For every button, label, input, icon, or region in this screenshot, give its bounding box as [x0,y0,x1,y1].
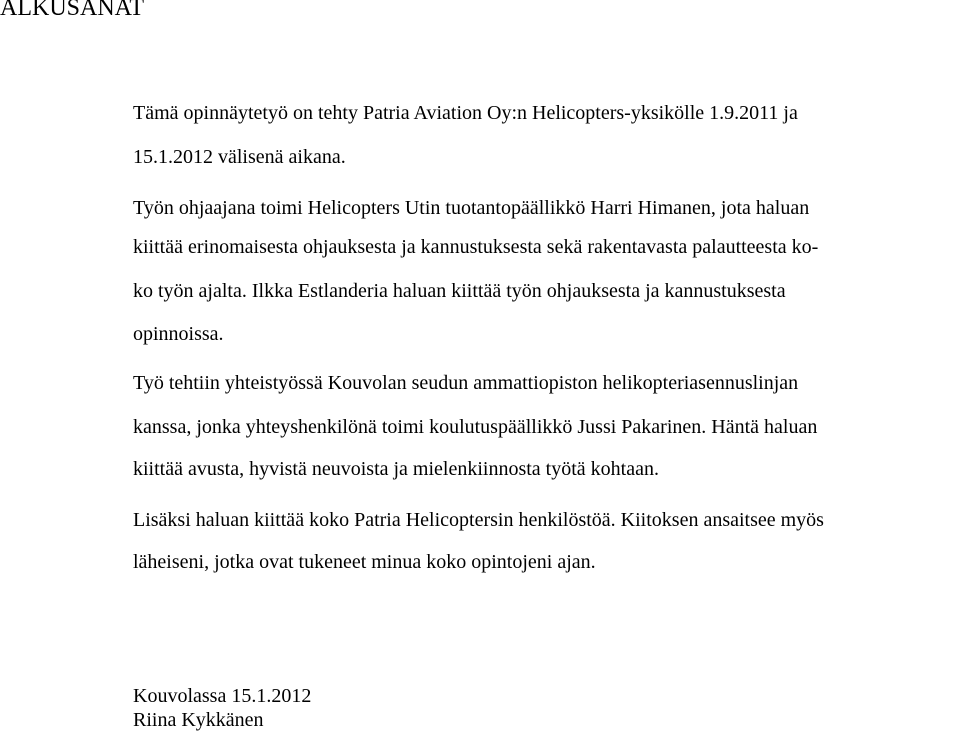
author-name: Riina Kykkänen [133,709,264,731]
paragraph-2-line-1: Työn ohjaajana toimi Helicopters Utin tuotantopäällikkö Harri Himanen, jota haluan [133,197,810,219]
paragraph-3-line-1: Työ tehtiin yhteistyössä Kouvolan seudun ammattiopiston helikopteriasennuslinjan [133,372,799,394]
paragraph-2-line-2: kiittää erinomaisesta ohjauksesta ja kannustuksesta sekä rakentavasta palautteesta ko- [133,236,819,258]
paragraph-2-line-3: ko työn ajalta. Ilkka Estlanderia haluan kiittää työn ohjauksesta ja kannustuksesta [133,280,786,302]
paragraph-1-line-1: Tämä opinnäytetyö on tehty Patria Aviation Oy:n Helicopters-yksikölle 1.9.2011 ja [133,102,798,124]
paragraph-1-line-2: 15.1.2012 välisenä aikana. [133,146,346,168]
section-heading: ALKUSANAT [0,0,144,21]
paragraph-3-line-2: kanssa, jonka yhteyshenkilönä toimi koulutuspäällikkö Jussi Pakarinen. Häntä haluan [133,416,818,438]
place-date: Kouvolassa 15.1.2012 [133,685,312,707]
paragraph-4-line-1: Lisäksi haluan kiittää koko Patria Helicoptersin henkilöstöä. Kiitoksen ansaitsee myös [133,509,824,531]
paragraph-2-line-4: opinnoissa. [133,323,224,345]
paragraph-3-line-3: kiittää avusta, hyvistä neuvoista ja mielenkiinnosta työtä kohtaan. [133,458,659,480]
paragraph-4-line-2: läheiseni, jotka ovat tukeneet minua koko opintojeni ajan. [133,551,596,573]
